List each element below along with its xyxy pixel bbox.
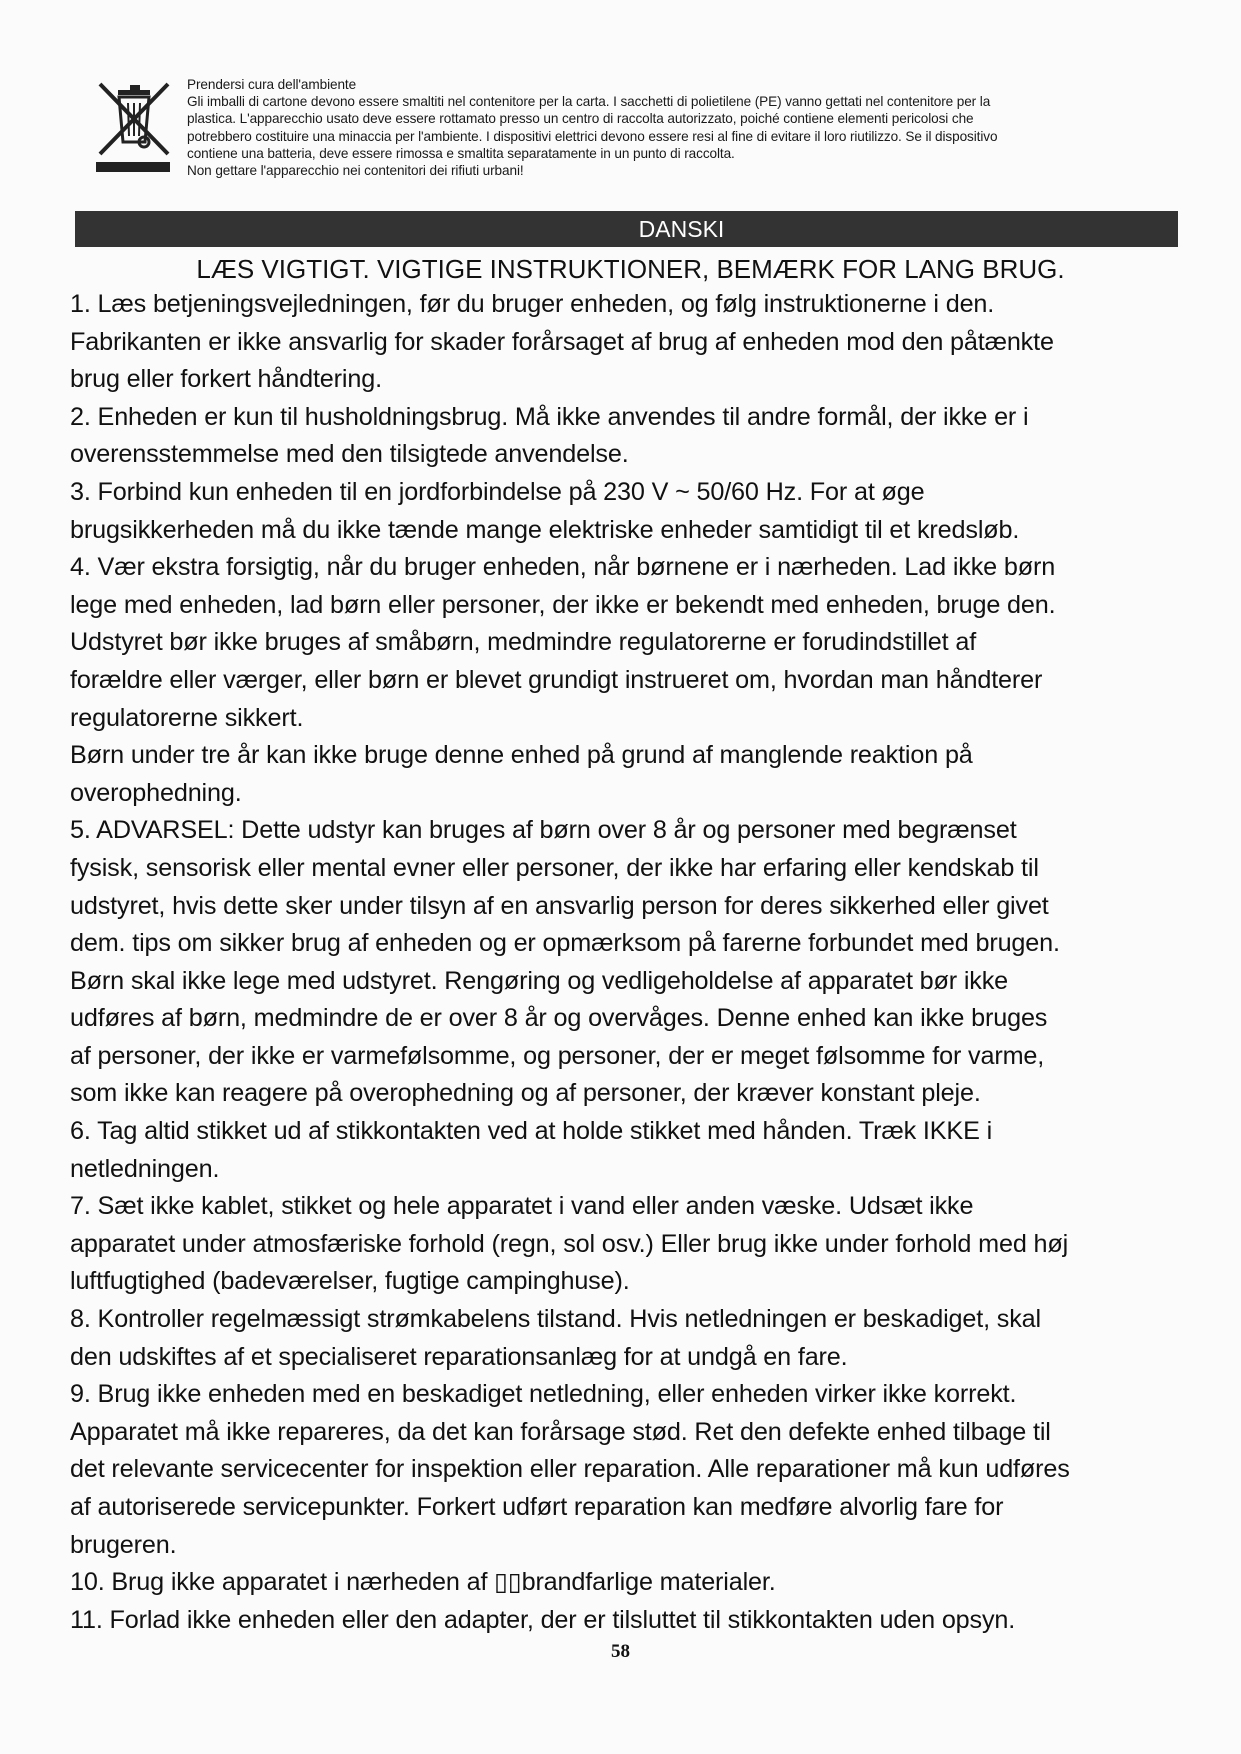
environment-line: contiene una batteria, deve essere rimossa e smaltita separatamente in un punto di raccolta. <box>187 145 735 161</box>
body-line: 6. Tag altid stikket ud af stikkontakten ved at holde stikket med hånden. Træk IKKE i <box>70 1117 993 1146</box>
body-line: 4. Vær ekstra forsigtig, når du bruger enheden, når børnene er i nærheden. Lad ikke børn <box>70 553 1056 582</box>
body-line: af personer, der ikke er varmefølsomme, og personer, der er meget følsomme for varme, <box>70 1041 1045 1070</box>
body-line: den udskiftes af et specialiseret reparationsanlæg for at undgå en fare. <box>70 1342 848 1371</box>
body-line: udstyret, hvis dette sker under tilsyn af en ansvarlig person for deres sikkerhed eller givet <box>70 891 1049 920</box>
body-line: apparatet under atmosfæriske forhold (regn, sol osv.) Eller brug ikke under forhold med høj <box>70 1229 1069 1258</box>
body-line: brug eller forkert håndtering. <box>70 365 382 394</box>
body-line: brugsikkerheden må du ikke tænde mange elektriske enheder samtidigt til et kredsløb. <box>70 515 1020 544</box>
body-line: udføres af børn, medmindre de er over 8 år og overvåges. Denne enhed kan ikke bruges <box>70 1004 1048 1033</box>
body-line: regulatorerne sikkert. <box>70 703 304 732</box>
body-line: overensstemmelse med den tilsigtede anvendelse. <box>70 440 629 469</box>
body-line: 10. Brug ikke apparatet i nærheden af ▯▯brandfarlige materialer. <box>70 1568 776 1597</box>
body-line: 5. ADVARSEL: Dette udstyr kan bruges af børn over 8 år og personer med begrænset <box>70 816 1017 845</box>
body-line: Børn under tre år kan ikke bruge denne enhed på grund af manglende reaktion på <box>70 741 973 770</box>
body-line: 11. Forlad ikke enheden eller den adapter, der er tilsluttet til stikkontakten uden opsyn. <box>70 1605 1016 1634</box>
body-line: Fabrikanten er ikke ansvarlig for skader forårsaget af brug af enheden mod den påtænkte <box>70 327 1054 356</box>
page-title: LÆS VIGTIGT. VIGTIGE INSTRUKTIONER, BEMÆRK FOR LANG BRUG. <box>196 254 1065 284</box>
environment-line: potrebbero costituire una minaccia per l'ambiente. I dispositivi elettrici devono essere resi al fine di evitare il loro riutilizzo. Se il dispositivo <box>187 128 998 144</box>
language-bar: DANSKI <box>75 211 1178 247</box>
environment-text <box>187 76 1177 179</box>
body-line: brugeren. <box>70 1530 177 1559</box>
body-line: af autoriserede servicepunkter. Forkert udført reparation kan medføre alvorlig fare for <box>70 1493 1004 1521</box>
page-number: 58 <box>611 1641 630 1662</box>
body-line: 8. Kontroller regelmæssigt strømkabelens tilstand. Hvis netledningen er beskadiget, skal <box>70 1305 1041 1334</box>
environment-line: Non gettare l'apparecchio nei contenitori dei rifiuti urbani! <box>187 163 524 179</box>
body-line: 3. Forbind kun enheden til en jordforbindelse på 230 V ~ 50/60 Hz. For at øge <box>70 477 925 506</box>
instructions-body <box>70 286 1180 1639</box>
environment-line: plastica. L'apparecchio usato deve essere rottamato presso un centro di raccolta autorizzato, poiché contiene elementi pericolosi che <box>187 111 974 127</box>
body-line: 7. Sæt ikke kablet, stikket og hele apparatet i vand eller anden væske. Udsæt ikke <box>70 1192 974 1221</box>
body-line: det relevante servicecenter for inspektion eller reparation. Alle reparationer må kun udføres <box>70 1455 1070 1484</box>
environment-notice <box>92 76 1172 196</box>
environment-title: Prendersi cura dell'ambiente <box>187 77 357 92</box>
body-line: 2. Enheden er kun til husholdningsbrug. Må ikke anvendes til andre formål, der ikke er i <box>70 402 1029 431</box>
body-line: netledningen. <box>70 1154 220 1183</box>
body-line: Apparatet må ikke repareres, da det kan forårsage stød. Ret den defekte enhed tilbage til <box>70 1417 1051 1446</box>
body-line: luftfugtighed (badeværelser, fugtige campinghuse). <box>70 1267 630 1296</box>
environment-line: Gli imballi di cartone devono essere smaltiti nel contenitore per la carta. I sacchetti di polietilene (PE) vanno gettati nel contenitore per la <box>187 94 991 110</box>
body-line: 9. Brug ikke enheden med en beskadiget netledning, eller enheden virker ikke korrekt. <box>70 1380 1017 1409</box>
body-line: forældre eller værger, eller børn er blevet grundigt instrueret om, hvordan man håndterer <box>70 665 1043 694</box>
body-line: fysisk, sensorisk eller mental evner eller personer, der ikke har erfaring eller kendskab til <box>70 853 1039 882</box>
body-line: 1. Læs betjeningsvejledningen, før du bruger enheden, og følg instruktionerne i den. <box>70 290 995 318</box>
body-line: dem. tips om sikker brug af enheden og er opmærksom på farerne forbundet med brugen. <box>70 929 1060 958</box>
body-line: overophedning. <box>70 778 242 807</box>
body-line: Børn skal ikke lege med udstyret. Rengøring og vedligeholdelse af apparatet bør ikke <box>70 966 1009 995</box>
body-line: lege med enheden, lad børn eller personer, der ikke er bekendt med enheden, bruge den. <box>70 590 1056 619</box>
body-line: som ikke kan reagere på overophedning og af personer, der kræver konstant pleje. <box>70 1079 981 1108</box>
crossed-out-wheelie-bin-icon <box>92 78 174 174</box>
body-line: Udstyret bør ikke bruges af småbørn, medmindre regulatorerne er forudindstillet af <box>70 628 977 657</box>
